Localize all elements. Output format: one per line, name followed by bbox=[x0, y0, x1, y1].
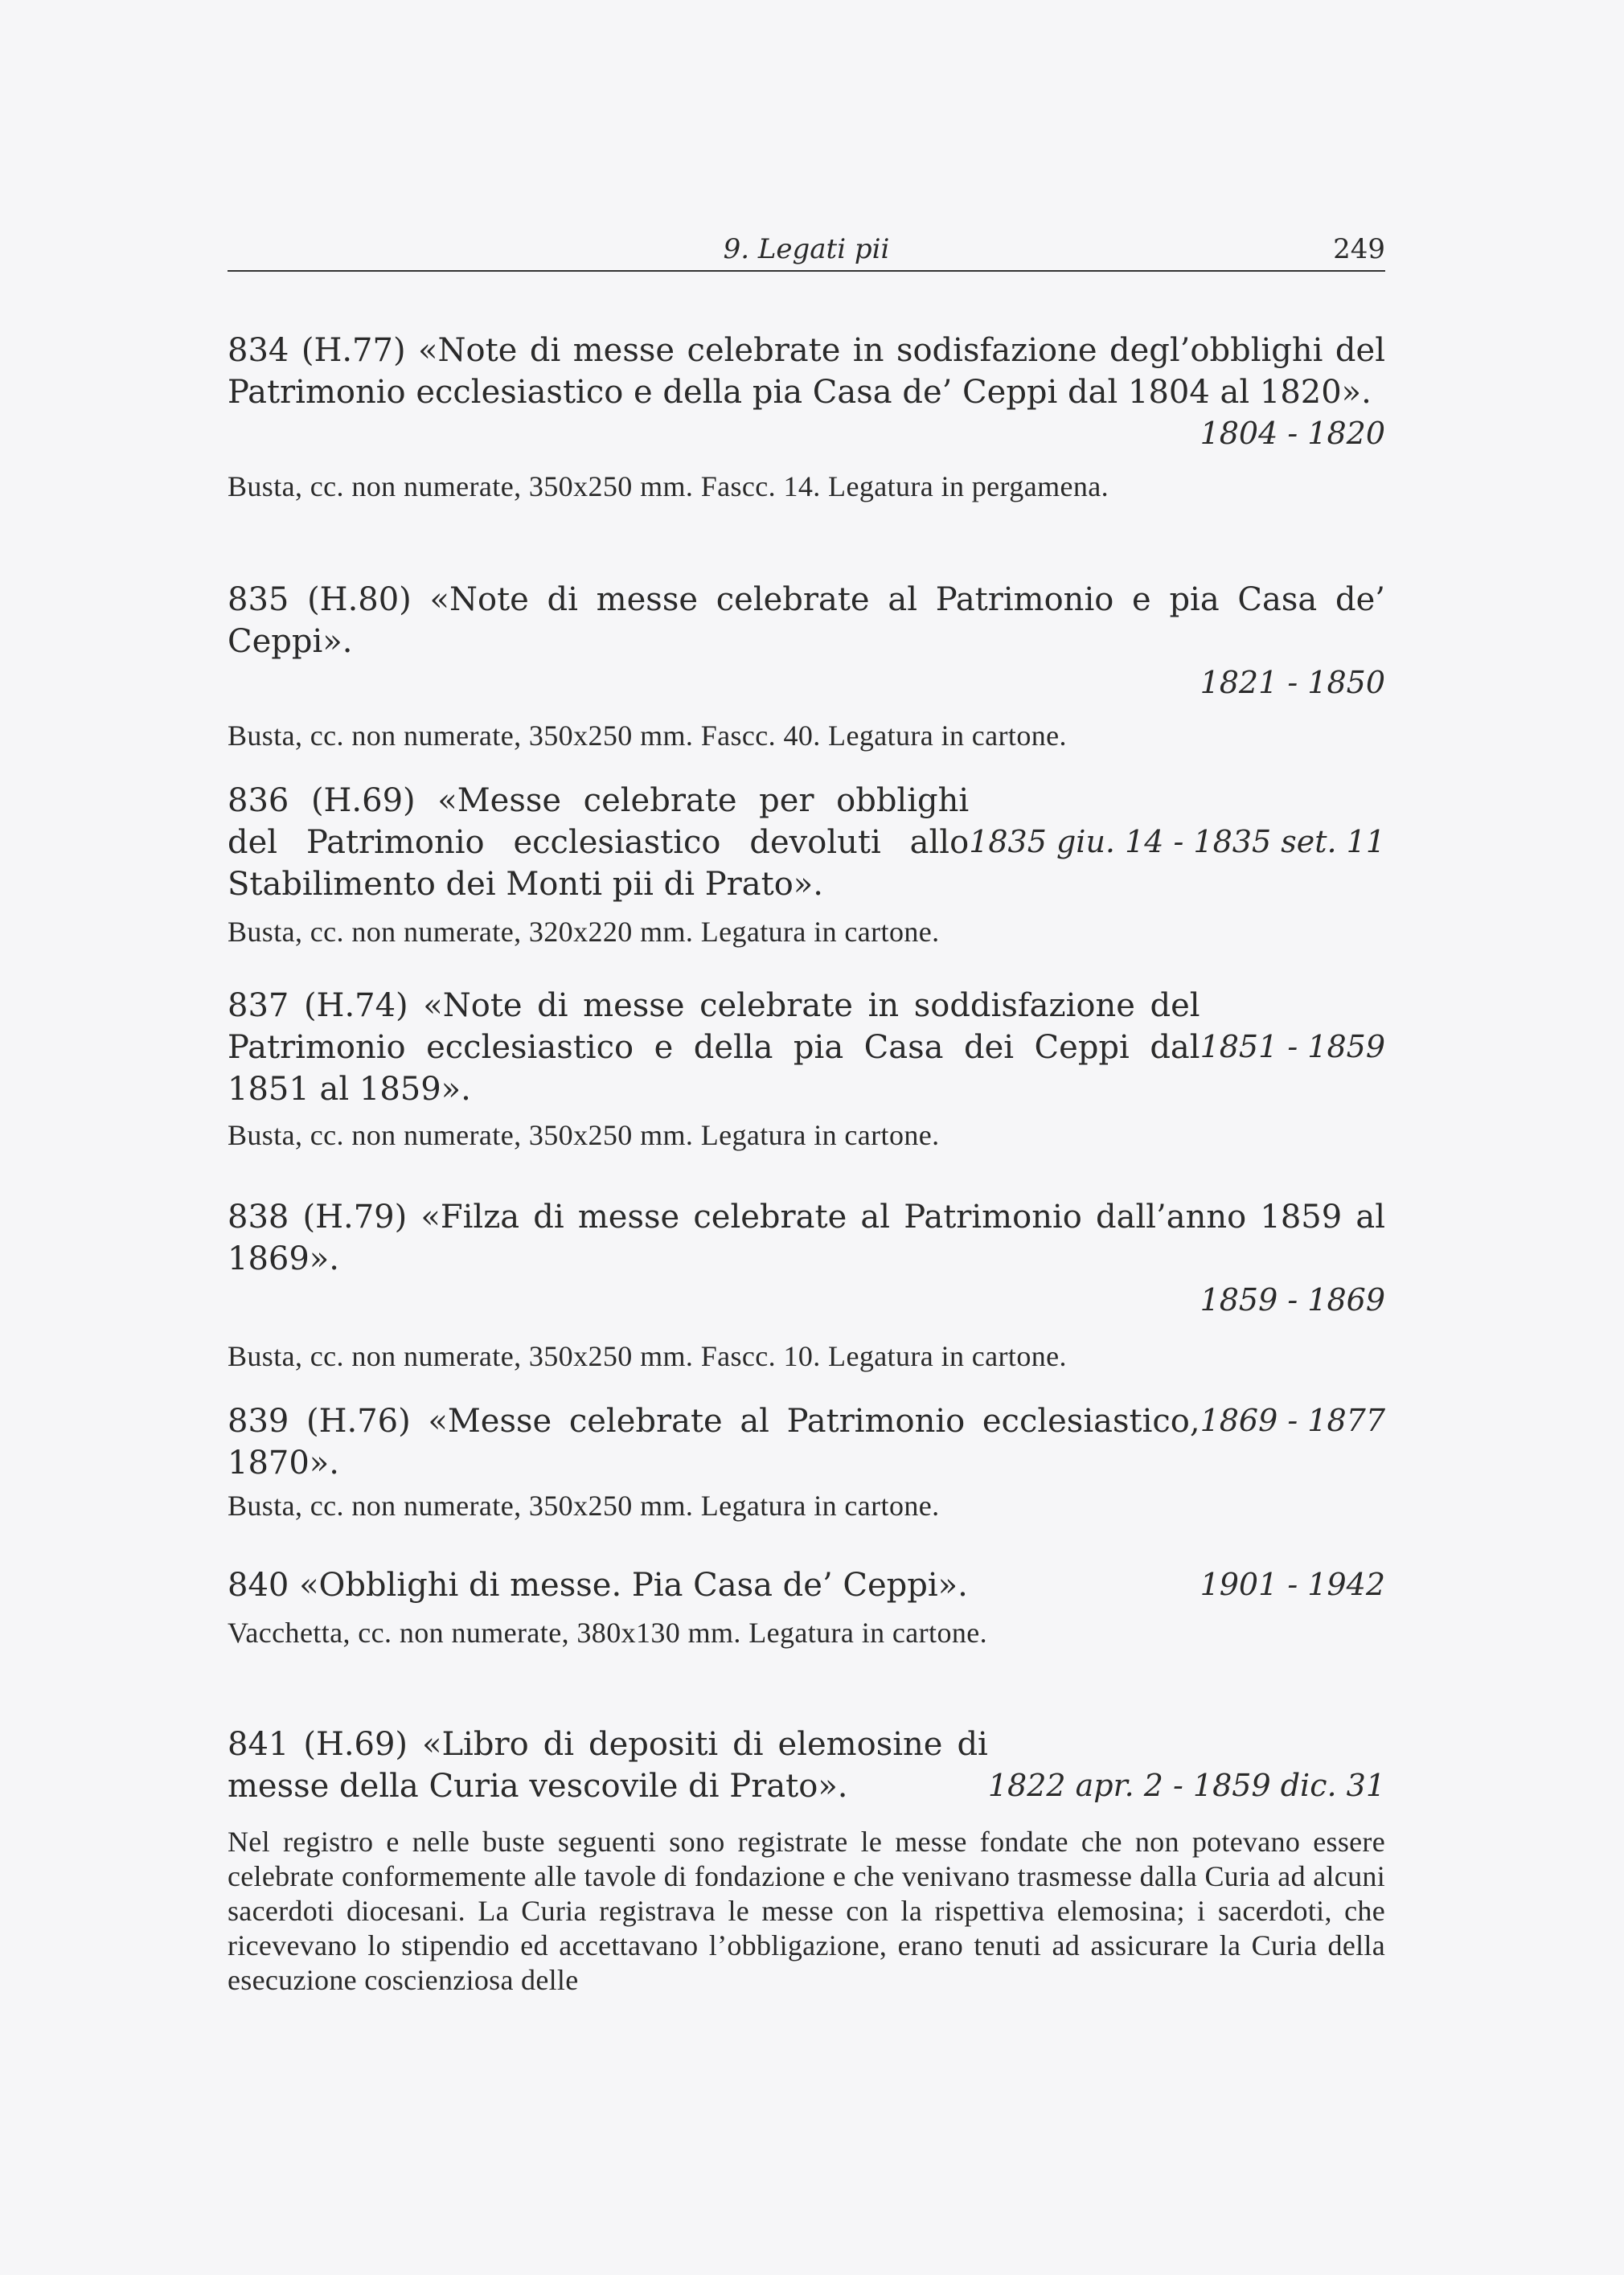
entry-title: 837 (H.74) «Note di messe celebrate in soddisfazione del Patrimonio ecclesiastico e della pia Casa dei Ceppi dal 1851 al 1859». bbox=[228, 987, 1200, 1108]
entry-title-block bbox=[228, 780, 1385, 905]
entry-date: 1901 - 1942 bbox=[1200, 1567, 1385, 1602]
running-header bbox=[228, 230, 1385, 272]
entry-title: 841 (H.69) «Libro di depositi di elemosine di messe della Curia vescovile di Prato». bbox=[228, 1726, 988, 1805]
catalog-entry bbox=[228, 1400, 1385, 1524]
entry-date: 1851 - 1859 bbox=[1200, 1029, 1385, 1064]
entry-description: Vacchetta, cc. non numerate, 380x130 mm. Legatura in cartone. bbox=[228, 1617, 988, 1649]
entry-date: 1859 - 1869 bbox=[1200, 1282, 1385, 1318]
entry-description: Busta, cc. non numerate, 350x250 mm. Fascc. 10. Legatura in cartone. bbox=[228, 1340, 1067, 1372]
entry-date: 1822 apr. 2 - 1859 dic. 31 bbox=[987, 1768, 1385, 1803]
entry-description: Busta, cc. non numerate, 350x250 mm. Legatura in cartone. bbox=[228, 1490, 940, 1522]
entry-description: Busta, cc. non numerate, 350x250 mm. Legatura in cartone. bbox=[228, 1119, 940, 1151]
entry-title-block bbox=[228, 985, 1385, 1110]
entry-title: 838 (H.79) «Filza di messe celebrate al Patrimonio dall’anno 1859 al 1869». bbox=[228, 1199, 1385, 1277]
entry-title-block bbox=[228, 1724, 1385, 1807]
entry-date: 1869 - 1877 bbox=[1200, 1403, 1385, 1438]
entry-title: 836 (H.69) «Messe celebrate per obblighi del Patrimonio ecclesiastico devoluti allo Stabilimento dei Monti pii di Prato». bbox=[228, 782, 970, 903]
entry-title: 839 (H.76) «Messe celebrate al Patrimonio ecclesiastico, 1870». bbox=[228, 1403, 1200, 1482]
entry-note: Nel registro e nelle buste seguenti sono registrate le messe fondate che non potevano essere celebrate conformemente alle tavole di fondazione e che venivano trasmesse dalla Curia ad alcuni sacerdoti diocesani. La Curia registrava le messe con la rispettiva elemosina; i sacerdoti, che ricevevano lo stipendio ed accettavano l’obbligazione, erano tenuti ad assicurare la Curia della esecuzione coscienziosa delle bbox=[228, 1826, 1385, 1996]
catalog-entry bbox=[228, 330, 1385, 505]
entry-title: 840 «Obblighi di messe. Pia Casa de’ Ceppi». bbox=[228, 1567, 968, 1604]
catalog-entry bbox=[228, 1724, 1385, 1807]
entry-date: 1804 - 1820 bbox=[1200, 416, 1385, 451]
entry-description: Busta, cc. non numerate, 350x250 mm. Fascc. 40. Legatura in cartone. bbox=[228, 719, 1067, 752]
entry-title: 834 (H.77) «Note di messe celebrate in sodisfazione degl’obblighi del Patrimonio ecclesiastico e della pia Casa de’ Ceppi dal 1804 al 1820». bbox=[228, 332, 1385, 411]
entry-title: 835 (H.80) «Note di messe celebrate al Patrimonio e pia Casa de’ Ceppi». bbox=[228, 581, 1385, 660]
catalog-entry bbox=[228, 780, 1385, 950]
chapter-title: 9. Legati pii bbox=[723, 233, 890, 265]
catalog-entry bbox=[228, 985, 1385, 1154]
catalog-entry bbox=[228, 1196, 1385, 1375]
entry-description: Busta, cc. non numerate, 320x220 mm. Legatura in cartone. bbox=[228, 916, 940, 948]
entry-description: Busta, cc. non numerate, 350x250 mm. Fascc. 14. Legatura in pergamena. bbox=[228, 470, 1109, 502]
catalog-entry bbox=[228, 579, 1385, 754]
entry-title-block bbox=[228, 1564, 1385, 1606]
entry-date: 1821 - 1850 bbox=[1200, 665, 1385, 700]
catalog-entry bbox=[228, 1564, 1385, 1651]
page-number: 249 bbox=[1333, 233, 1385, 265]
entry-date: 1835 giu. 14 - 1835 set. 11 bbox=[969, 824, 1385, 859]
entry-title-block bbox=[228, 1400, 1385, 1484]
